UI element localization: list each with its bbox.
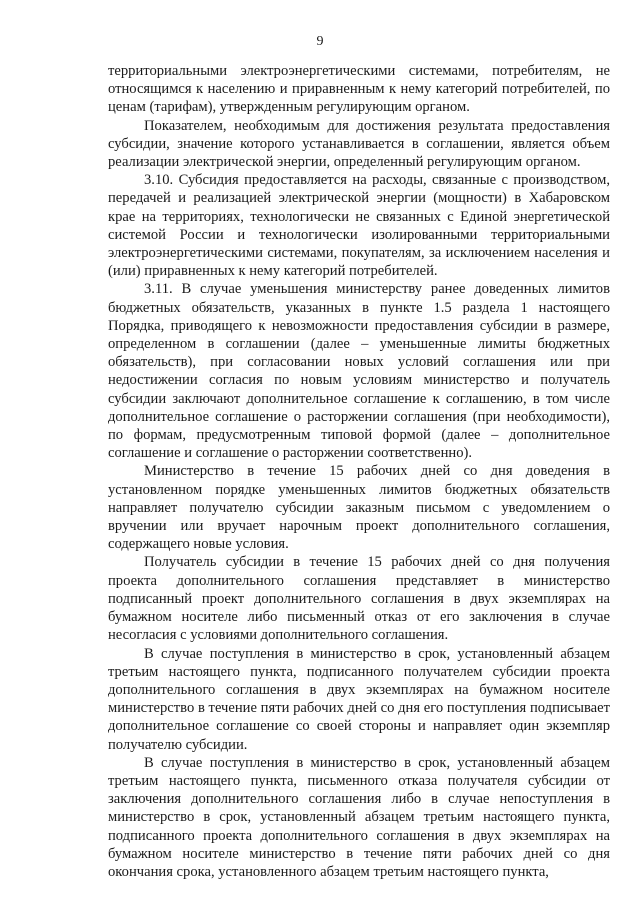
paragraph-signed-project: В случае поступления в министерство в срок, установленный абзацем третьим настоящего пункта, подписанного получателем субсидии проекта дополнительного соглашения в двух экземплярах на бумажном носителе министерство в течение пяти рабочих дней со дня его поступления подписывает дополнительное соглашение со своей стороны и направляет один экземпляр получателю субсидии. — [108, 645, 610, 753]
paragraph-clause-3-11: 3.11. В случае уменьшения министерству ранее доведенных лимитов бюджетных обязательств, указанных в пункте 1.5 раздела 1 настоящего Порядка, приводящего к невозможности предоставления субсидии в размере, определенном в соглашении (далее – уменьшенные лимиты бюджетных обязательств), при согласовании новых условий соглашения или при недостижении согласия по новым условиям министерство и получатель субсидии заключают дополнительное соглашение к соглашению, в том числе дополнительное соглашение о расторжении соглашения (при необходимости), по формам, предусмотренным типовой формой (далее – дополнительное соглашение и соглашение о расторжении соответственно). — [108, 281, 610, 462]
paragraph-ministry-deadline: Министерство в течение 15 рабочих дней со дня доведения в установленном порядке уменьшенных лимитов бюджетных обязательств направляет получателю субсидии заказным письмом с уведомлением о вручении или вручает нарочным проект дополнительного соглашения, содержащего новые условия. — [108, 463, 610, 553]
paragraph-result-indicator: Показателем, необходимым для достижения результата предоставления субсидии, значение которого устанавливается в соглашении, является объем реализации электрической энергии, определенный регулирующим органом. — [108, 117, 610, 171]
paragraph-clause-3-10: 3.10. Субсидия предоставляется на расходы, связанные с производством, передачей и реализацией электрической энергии (мощности) в Хабаровском крае на территориях, технологически не связанных с Единой энергетической системой России и технологически изолированными территориальными электроэнергетическими системами, покупателям, за исключением населения и (или) приравненных к нему категорий потребителей. — [108, 172, 610, 280]
paragraph-continuation: территориальными электроэнергетическими системами, потребителям, не относящимся к населению и приравненным к нему категорий потребителей, по ценам (тарифам), утвержденным регулирующим органом. — [108, 63, 610, 116]
page-number: 9 — [316, 34, 324, 49]
paragraph-recipient-deadline: Получатель субсидии в течение 15 рабочих дней со дня получения проекта дополнительного соглашения представляет в министерство подписанный проект дополнительного соглашения в двух экземплярах на бумажном носителе либо письменный отказ от его заключения в случае несогласия с условиями дополнительного соглашения. — [108, 554, 610, 644]
paragraph-refusal-case: В случае поступления в министерство в срок, установленный абзацем третьим настоящего пункта, письменного отказа получателя субсидии от заключения дополнительного соглашения либо в случае непоступления в министерство в срок, установленный абзацем третьим настоящего пункта, подписанного проекта дополнительного соглашения в двух экземплярах на бумажном носителе министерство в течение пяти рабочих дней со дня окончания срока, установленного абзацем третьим настоящего пункта, — [108, 754, 610, 880]
document-body — [108, 62, 610, 881]
